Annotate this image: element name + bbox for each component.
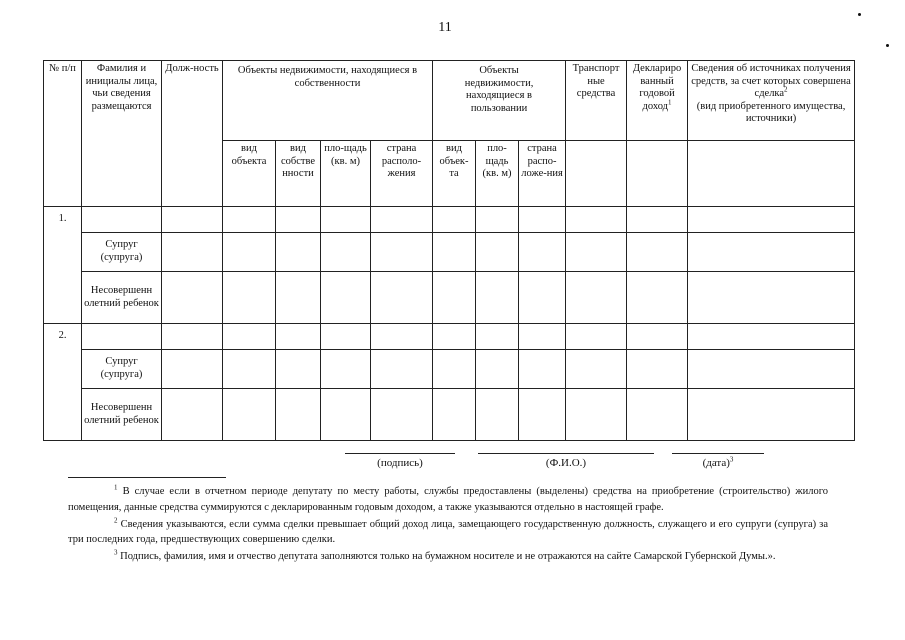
relative-minor-child: Несовершенн олетний ребенок <box>82 272 162 324</box>
table-cell <box>276 324 321 350</box>
table-cell <box>519 207 566 233</box>
table-cell <box>371 272 433 324</box>
row-number: 1. <box>44 207 82 324</box>
header-sources-tail: (вид приобретенного имущества, источники) <box>696 100 846 125</box>
signature-label: (подпись) <box>377 457 423 469</box>
scan-speck <box>858 13 861 16</box>
table-cell <box>82 207 162 233</box>
table-cell <box>627 350 688 389</box>
subheader-used-area: пло-щадь (кв. м) <box>476 141 519 207</box>
table-cell <box>371 233 433 272</box>
header-used-property-text: Объекты недвижимости, находящиеся в пользовании <box>464 65 534 114</box>
table-cell <box>321 324 371 350</box>
table-cell <box>276 272 321 324</box>
table-row <box>44 207 855 233</box>
date-line <box>672 453 764 454</box>
table-cell <box>276 207 321 233</box>
footnote-text: В случае если в отчетном периоде депутату по месту работы, службы предоставлены (выделены) средства на приобретение (строительство) жилого помещения, данные средства суммируются с декларированным годовым доходом, а также указываются отдельно в настоящей графе. <box>68 486 828 513</box>
footnote-1 <box>68 484 828 516</box>
table-cell <box>371 324 433 350</box>
table-cell <box>627 233 688 272</box>
header-used-property <box>433 61 566 141</box>
table-cell <box>433 233 476 272</box>
footnote-mark: 1 <box>114 483 118 492</box>
row-number: 2. <box>44 324 82 441</box>
table-cell <box>627 389 688 441</box>
table-row <box>44 233 855 272</box>
relative-minor-child: Несовершенн олетний ребенок <box>82 389 162 441</box>
footnote-text: Сведения указываются, если сумма сделки превышает общий доход лица, замещающего государственную должность, служащего и его супруги (супруга) за три последних года, предшествующих совершению сделки. <box>68 518 828 546</box>
subheader-used-type: вид объек-та <box>433 141 476 207</box>
table-cell <box>688 389 855 441</box>
table-cell <box>321 350 371 389</box>
header-name: Фамилия и инициалы лица, чьи сведения размещаются <box>82 61 162 207</box>
header-sources <box>688 61 855 141</box>
table-cell <box>162 389 223 441</box>
table-cell <box>688 233 855 272</box>
table-cell <box>162 233 223 272</box>
table-cell <box>162 350 223 389</box>
footnotes <box>68 484 828 566</box>
table-cell <box>276 233 321 272</box>
table-cell <box>566 233 627 272</box>
table-cell <box>162 324 223 350</box>
footnote-ref-2: 2 <box>784 85 788 94</box>
table-cell <box>688 207 855 233</box>
table-cell <box>223 207 276 233</box>
table-cell <box>688 272 855 324</box>
footnote-text: Подпись, фамилия, имя и отчество депутата заполняются только на бумажном носителе и не отражаются на сайте Самарской Губернской Думы.». <box>120 551 776 562</box>
table-cell <box>433 350 476 389</box>
subheader-sources-empty <box>688 141 855 207</box>
table-cell <box>519 272 566 324</box>
header-num: № п/п <box>44 61 82 207</box>
footnote-mark: 3 <box>114 548 118 557</box>
footnote-3 <box>68 549 828 565</box>
table-cell <box>276 389 321 441</box>
table-cell <box>566 389 627 441</box>
header-owned-property: Объекты недвижимости, находящиеся в собственности <box>223 61 433 141</box>
table-cell <box>276 350 321 389</box>
table-cell <box>82 324 162 350</box>
header-income <box>627 61 688 141</box>
header-position: Долж-ность <box>162 61 223 207</box>
table-cell <box>162 272 223 324</box>
table-cell <box>476 272 519 324</box>
footnote-separator <box>68 477 226 478</box>
scan-speck <box>886 44 889 47</box>
table-row <box>44 324 855 350</box>
table-row <box>44 350 855 389</box>
header-income-text: Деклариро ванный годовой доход <box>632 63 682 112</box>
table-cell <box>688 350 855 389</box>
table-cell <box>321 207 371 233</box>
subheader-used-country: страна распо-ложе-ния <box>519 141 566 207</box>
table-cell <box>371 389 433 441</box>
table-cell <box>162 207 223 233</box>
table-cell <box>223 389 276 441</box>
table-cell <box>566 350 627 389</box>
table-cell <box>476 389 519 441</box>
table-cell <box>476 207 519 233</box>
table-cell <box>433 272 476 324</box>
table-cell <box>519 389 566 441</box>
relative-spouse: Супруг (супруга) <box>82 233 162 272</box>
name-label: (Ф.И.О.) <box>545 457 587 469</box>
table-row <box>44 272 855 324</box>
table-cell <box>627 207 688 233</box>
subheader-owned-country: страна располо-жения <box>371 141 433 207</box>
header-sources-text: Сведения об источниках получения средств, за счет которых совершена сделка <box>691 63 851 100</box>
footnote-2 <box>68 517 828 549</box>
table-cell <box>566 324 627 350</box>
date-label-wrap <box>672 457 764 469</box>
table-cell <box>433 207 476 233</box>
date-label: (дата) <box>702 457 730 469</box>
table-cell <box>433 324 476 350</box>
table-cell <box>476 350 519 389</box>
table-cell <box>566 272 627 324</box>
subheader-income-empty <box>627 141 688 207</box>
signature-line <box>345 453 455 454</box>
footnote-ref-1: 1 <box>668 98 672 107</box>
subheader-owned-area: пло-щадь (кв. м) <box>321 141 371 207</box>
header-transport: Транспорт ные средства <box>566 61 627 141</box>
table-cell <box>321 389 371 441</box>
table-cell <box>371 207 433 233</box>
table-cell <box>566 207 627 233</box>
name-line <box>478 453 654 454</box>
table-cell <box>519 324 566 350</box>
table-cell <box>371 350 433 389</box>
table-cell <box>223 233 276 272</box>
subheader-transport-empty <box>566 141 627 207</box>
header-row <box>44 61 855 141</box>
table-cell <box>223 272 276 324</box>
page-number: 11 <box>438 20 452 35</box>
footnote-mark: 2 <box>114 516 118 524</box>
declaration-table <box>43 60 855 441</box>
table-cell <box>223 324 276 350</box>
table-cell <box>519 233 566 272</box>
table-cell <box>476 324 519 350</box>
subheader-owned-type: вид объекта <box>223 141 276 207</box>
table-row <box>44 389 855 441</box>
table-cell <box>321 233 371 272</box>
table-cell <box>627 272 688 324</box>
table-cell <box>321 272 371 324</box>
table-cell <box>476 233 519 272</box>
relative-spouse: Супруг (супруга) <box>82 350 162 389</box>
footnote-ref-3: 3 <box>729 455 734 464</box>
table-cell <box>688 324 855 350</box>
subheader-owned-ownership: вид собстве нности <box>276 141 321 207</box>
table-cell <box>223 350 276 389</box>
table-cell <box>519 350 566 389</box>
table-cell <box>433 389 476 441</box>
table-cell <box>627 324 688 350</box>
